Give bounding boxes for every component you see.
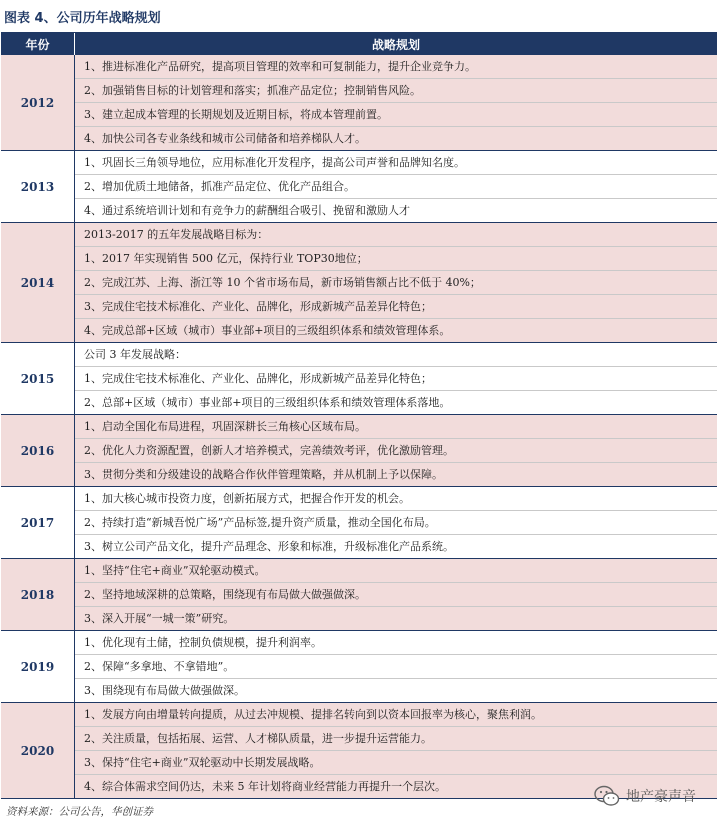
year-cell: 2018 bbox=[1, 559, 75, 630]
year-row bbox=[1, 223, 717, 343]
plan-line: 2、增加优质土地储备，抓准产品定位、优化产品组合。 bbox=[75, 175, 717, 199]
plan-line: 4、加快公司各专业条线和城市公司储备和培养梯队人才。 bbox=[84, 132, 366, 145]
plan-cell bbox=[75, 703, 717, 798]
year-cell: 2019 bbox=[1, 631, 75, 702]
header-plan: 战略规划 bbox=[371, 37, 420, 52]
plan-cell bbox=[75, 559, 717, 630]
table-header bbox=[1, 33, 717, 55]
year-cell: 2013 bbox=[1, 151, 75, 222]
plan-cell bbox=[75, 415, 717, 486]
header-year: 年份 bbox=[1, 33, 75, 55]
plan-line: 4、综合体需求空间仍达，未来 5 年计划将商业经营能力再提升一个层次。 bbox=[84, 780, 446, 793]
plan-cell bbox=[75, 343, 717, 414]
plan-line: 1、推进标准化产品研究，提高项目管理的效率和可复制能力，提升企业竞争力。 bbox=[75, 55, 717, 79]
plan-line: 1、加大核心城市投资力度，创新拓展方式，把握合作开发的机会。 bbox=[75, 487, 717, 511]
watermark-text: 地产豪声音 bbox=[626, 789, 696, 805]
plan-line: 1、启动全国化布局进程，巩固深耕长三角核心区域布局。 bbox=[75, 415, 717, 439]
source-note: 资料来源：公司公告，华创证券 bbox=[6, 806, 153, 818]
plan-cell bbox=[75, 151, 717, 222]
year-row bbox=[1, 343, 717, 415]
figure-title: 图表 4、公司历年战略规划 bbox=[4, 11, 161, 26]
plan-line: 1、坚持“住宅+商业”双轮驱动模式。 bbox=[75, 559, 717, 583]
plan-line: 4、完成总部+区域（城市）事业部+项目的三级组织体系和绩效管理体系。 bbox=[84, 324, 451, 337]
plan-line: 1、2017 年实现销售 500 亿元，保持行业 TOP30地位； bbox=[75, 247, 717, 271]
year-row bbox=[1, 151, 717, 223]
plan-line: 1、完成住宅技术标准化、产业化、品牌化，形成新城产品差异化特色； bbox=[75, 367, 717, 391]
plan-line: 3、保持“住宅+商业”双轮驱动中长期发展战略。 bbox=[75, 751, 717, 775]
plan-line: 2、加强销售目标的计划管理和落实；抓准产品定位；控制销售风险。 bbox=[75, 79, 717, 103]
plan-cell bbox=[75, 55, 717, 150]
wechat-icon bbox=[594, 785, 620, 807]
plan-line: 2、关注质量，包括拓展、运营、人才梯队质量，进一步提升运营能力。 bbox=[75, 727, 717, 751]
strategy-table bbox=[1, 32, 717, 799]
plan-cell bbox=[75, 223, 717, 342]
table-body bbox=[1, 55, 717, 799]
plan-line: 2、坚持地域深耕的总策略，围绕现有布局做大做强做深。 bbox=[75, 583, 717, 607]
year-cell: 2012 bbox=[1, 55, 75, 150]
plan-line: 1、巩固长三角领导地位，应用标准化开发程序，提高公司声誉和品牌知名度。 bbox=[75, 151, 717, 175]
plan-line: 1、优化现有土储，控制负债规模，提升利润率。 bbox=[75, 631, 717, 655]
year-row bbox=[1, 415, 717, 487]
year-row bbox=[1, 559, 717, 631]
plan-line: 3、围绕现有布局做大做强做深。 bbox=[84, 684, 245, 697]
year-cell: 2016 bbox=[1, 415, 75, 486]
year-cell: 2017 bbox=[1, 487, 75, 558]
year-row bbox=[1, 55, 717, 151]
plan-line: 2、持续打造“新城吾悦广场”产品标签,提升资产质量，推动全国化布局。 bbox=[75, 511, 717, 535]
plan-line: 3、建立起成本管理的长期规划及近期目标，将成本管理前置。 bbox=[75, 103, 717, 127]
year-cell: 2015 bbox=[1, 343, 75, 414]
watermark bbox=[594, 785, 696, 807]
year-row bbox=[1, 487, 717, 559]
plan-line: 3、完成住宅技术标准化、产业化、品牌化，形成新城产品差异化特色； bbox=[75, 295, 717, 319]
plan-line: 3、贯彻分类和分级建设的战略合作伙伴管理策略，并从机制上予以保障。 bbox=[84, 468, 443, 481]
plan-cell bbox=[75, 631, 717, 702]
plan-line: 2、总部+区域（城市）事业部+项目的三级组织体系和绩效管理体系落地。 bbox=[84, 396, 451, 409]
plan-line: 2013-2017 的五年发展战略目标为： bbox=[75, 223, 717, 247]
plan-line: 2、完成江苏、上海、浙江等 10 个省市场布局，新市场销售额占比不低于 40%； bbox=[75, 271, 717, 295]
plan-line: 2、保障“多拿地、不拿错地”。 bbox=[75, 655, 717, 679]
plan-line: 2、优化人力资源配置，创新人才培养模式，完善绩效考评，优化激励管理。 bbox=[75, 439, 717, 463]
plan-line: 3、树立公司产品文化，提升产品理念、形象和标准，升级标准化产品系统。 bbox=[84, 540, 454, 553]
plan-line: 3、深入开展“一城一策”研究。 bbox=[84, 612, 235, 625]
year-cell: 2014 bbox=[1, 223, 75, 342]
year-cell: 2020 bbox=[1, 703, 75, 798]
plan-line: 4、通过系统培训计划和有竞争力的薪酬组合吸引、挽留和激励人才 bbox=[84, 204, 410, 217]
plan-line: 1、发展方向由增量转向提质，从过去冲规模、提排名转向到以资本回报率为核心，聚焦利润。 bbox=[75, 703, 717, 727]
year-row bbox=[1, 631, 717, 703]
plan-line: 公司 3 年发展战略： bbox=[75, 343, 717, 367]
plan-cell bbox=[75, 487, 717, 558]
